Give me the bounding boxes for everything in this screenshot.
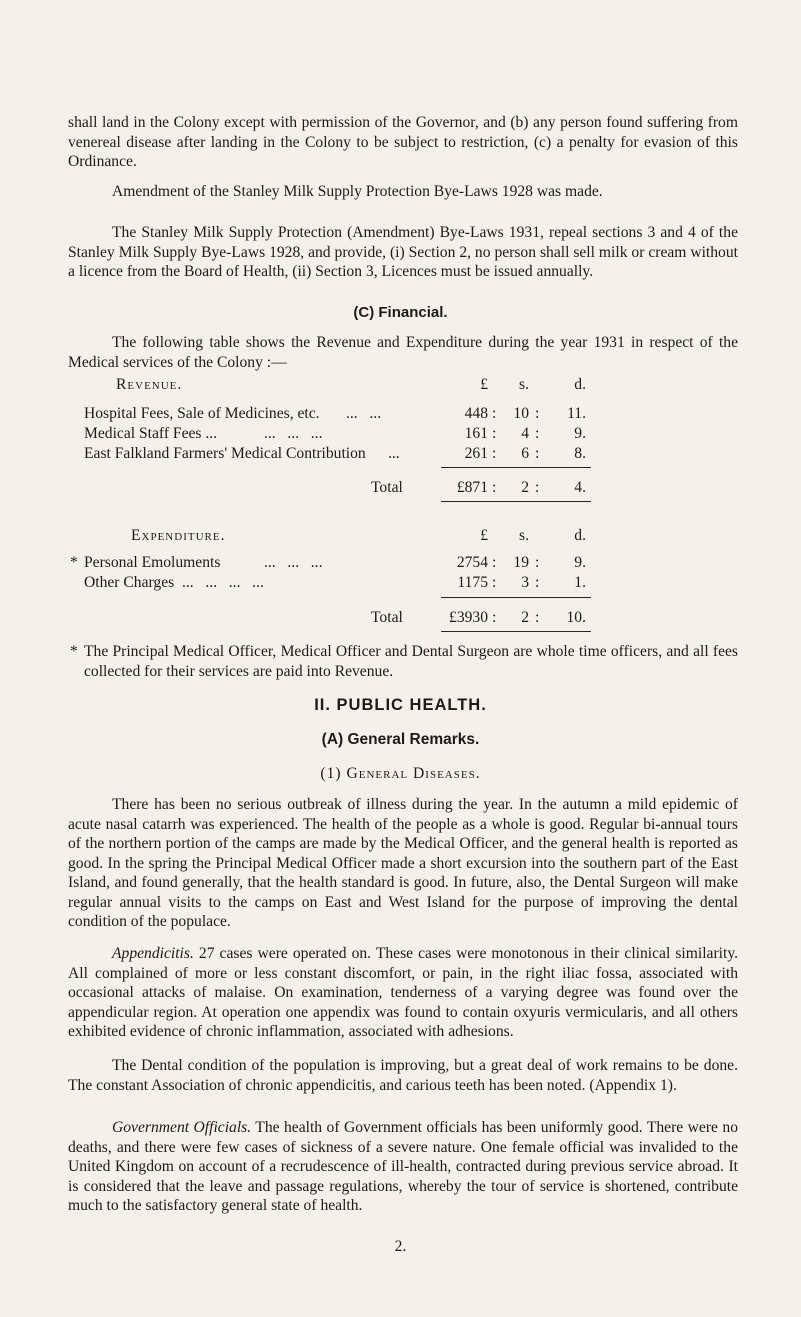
colon: : xyxy=(535,479,540,496)
expenditure-row-pounds: 1175 xyxy=(457,574,488,591)
paragraph-milk-amendment: Amendment of the Stanley Milk Supply Protection Bye-Laws 1928 was made. xyxy=(112,183,603,200)
expenditure-row-shillings: 19 xyxy=(513,554,529,571)
colon: : xyxy=(492,425,497,442)
paragraph-appendicitis xyxy=(68,944,738,1042)
colon: : xyxy=(492,609,497,626)
expenditure-total-label: Total xyxy=(371,609,403,626)
revenue-row-pounds: 448 xyxy=(464,405,488,422)
expenditure-total-pounds: £3930 xyxy=(449,609,488,626)
paragraph-general-health: There has been no serious outbreak of illness during the year. In the autumn a mild epidemic of acute nasal catarrh was experienced. The health of the people as a whole is good. Regular bi-annual tours of the northern portion of the camps are made by the Medical Officer, and the general health is reported as good. In the spring the Principal Medical Officer made a short excursion into the southern part of the East Island, and found generally, that the health standard is good. In future, also, the Dental Surgeon will make regular annual visits to the camps on East and West Island for the purpose of improving the dental condition of the populace. xyxy=(68,796,738,930)
expenditure-subtotal-rule xyxy=(441,597,591,598)
expenditure-title: Expenditure. xyxy=(131,527,226,544)
paragraph-table-intro: The following table shows the Revenue and Expenditure during the year 1931 in respect of the Medical services of the Colony :— xyxy=(68,334,738,371)
revenue-row-label: Hospital Fees, Sale of Medicines, etc. xyxy=(84,405,320,422)
colon: : xyxy=(535,574,540,591)
expenditure-total-pence: 10. xyxy=(566,609,586,626)
colon: : xyxy=(535,425,540,442)
heading-public-health: II. PUBLIC HEALTH. xyxy=(314,696,487,714)
revenue-title: Revenue. xyxy=(116,376,183,393)
footnote-star: * xyxy=(70,643,78,660)
revenue-subtotal-rule xyxy=(441,467,591,468)
revenue-header-row xyxy=(0,375,801,395)
expenditure-total-shillings: 2 xyxy=(521,609,529,626)
expenditure-row-pence: 9. xyxy=(574,554,586,571)
expenditure-row-pence: 1. xyxy=(574,574,586,591)
revenue-row-shillings: 4 xyxy=(521,425,529,442)
revenue-col-pence: d. xyxy=(574,376,586,393)
heading-general-remarks: (A) General Remarks. xyxy=(321,731,480,748)
leader-dots: ... ... ... ... xyxy=(182,574,264,591)
revenue-row xyxy=(0,404,801,424)
revenue-row-label: East Falkland Farmers' Medical Contribution xyxy=(84,445,366,462)
revenue-row-shillings: 10 xyxy=(513,405,529,422)
expenditure-total-row xyxy=(0,608,801,628)
expenditure-col-pence: d. xyxy=(574,527,586,544)
heading-financial: (C) Financial. xyxy=(353,304,448,321)
expenditure-total-rule xyxy=(441,631,591,632)
expenditure-header-row xyxy=(0,526,801,546)
colon: : xyxy=(535,554,540,571)
colon: : xyxy=(492,574,497,591)
revenue-total-pence: 4. xyxy=(574,479,586,496)
footnote-text: The Principal Medical Officer, Medical Officer and Dental Surgeon are whole time officers, and all fees collected for their services are paid into Revenue. xyxy=(84,643,738,680)
revenue-total-rule xyxy=(441,501,591,502)
revenue-row-pence: 11. xyxy=(567,405,586,422)
paragraph-dental: The Dental condition of the population is improving, but a great deal of work remains to be done. The constant Association of chronic appendicitis, and carious teeth has been noted. (Appendix 1). xyxy=(68,1057,738,1094)
paragraph-milk-bye-laws: The Stanley Milk Supply Protection (Amendment) Bye-Laws 1931, repeal sections 3 and 4 of the Stanley Milk Supply Bye-Laws 1928, and provide, (i) Section 2, no person shall sell milk or cream without a licence from the Board of Health, (ii) Section 3, Licences must be issued annually. xyxy=(68,224,738,280)
revenue-col-shillings: s. xyxy=(519,376,529,393)
colon: : xyxy=(535,445,540,462)
colon: : xyxy=(535,405,540,422)
revenue-row-pence: 9. xyxy=(574,425,586,442)
leader-dots: ... xyxy=(388,445,400,462)
revenue-row-shillings: 6 xyxy=(521,445,529,462)
footnote-marker: * xyxy=(70,554,78,571)
revenue-total-pounds: £871 xyxy=(456,479,488,496)
revenue-total-row xyxy=(0,478,801,498)
revenue-col-pound: £ xyxy=(480,376,488,393)
revenue-row xyxy=(0,424,801,444)
colon: : xyxy=(492,405,497,422)
revenue-row-pence: 8. xyxy=(574,445,586,462)
appendicitis-lead: Appendicitis. xyxy=(112,945,194,962)
expenditure-row-shillings: 3 xyxy=(521,574,529,591)
revenue-total-shillings: 2 xyxy=(521,479,529,496)
expenditure-row xyxy=(0,553,801,573)
revenue-total-label: Total xyxy=(371,479,403,496)
government-officials-lead: Government Officials. xyxy=(112,1119,252,1136)
colon: : xyxy=(492,554,497,571)
heading-general-diseases: (1) General Diseases. xyxy=(320,765,481,782)
paragraph-ordinance-continuation: shall land in the Colony except with permission of the Governor, and (b) any person found suffering from venereal disease after landing in the Colony to be subject to restriction, (c) a penalty for evasion of this Ordinance. xyxy=(68,114,738,170)
expenditure-row-label: Personal Emoluments xyxy=(84,554,221,571)
leader-dots: ... ... ... xyxy=(264,554,323,571)
expenditure-row-label: Other Charges xyxy=(84,574,175,591)
leader-dots: ... ... xyxy=(346,405,382,422)
expenditure-row-pounds: 2754 xyxy=(456,554,488,571)
leader-dots: ... ... ... xyxy=(264,425,323,442)
colon: : xyxy=(492,479,497,496)
expenditure-row xyxy=(0,573,801,593)
revenue-row-label: Medical Staff Fees ... xyxy=(84,425,218,442)
appendicitis-body: 27 cases were operated on. These cases were monotonous in their clinical similarity. All complained of more or less constant discomfort, or pain, in the right iliac fossa, associated with occasional attacks of malaise. On examination, tenderness of a varying degree was found over the appendicular region. At operation one appendix was found to contain oxyuris vermicularis, and all others exhibited evidence of chronic inflammation, associated with adhesions. xyxy=(68,945,738,1040)
expenditure-col-shillings: s. xyxy=(519,527,529,544)
colon: : xyxy=(535,609,540,626)
revenue-row-pounds: 261 xyxy=(464,445,488,462)
revenue-row xyxy=(0,444,801,464)
colon: : xyxy=(492,445,497,462)
government-officials-body: The health of Government officials has been uniformly good. There were no deaths, and there were few cases of sickness of a severe nature. One female official was invalided to the United Kingdom on account of a recrudescence of ill-health, contracted during previous service abroad. It is considered that the leave and passage regulations, whereby the tour of service is shortened, contribute much to the satisfactory general state of health. xyxy=(68,1119,738,1214)
expenditure-col-pound: £ xyxy=(480,527,488,544)
page-number: 2. xyxy=(394,1238,407,1255)
paragraph-government-officials xyxy=(68,1118,738,1216)
revenue-row-pounds: 161 xyxy=(464,425,488,442)
